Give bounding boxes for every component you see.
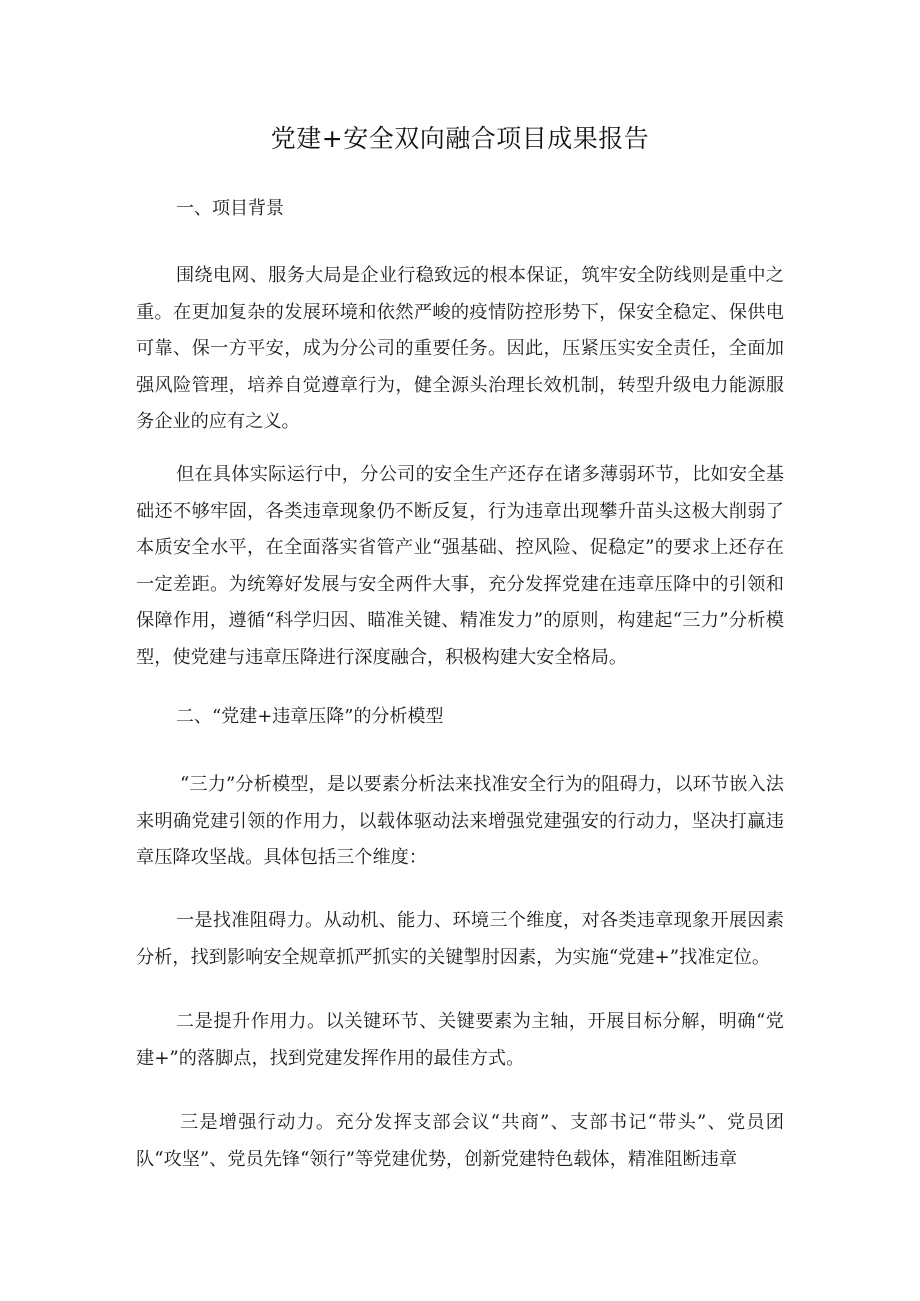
section-heading-analysis-model: 二、“党建+违章压降”的分析模型 bbox=[176, 706, 444, 727]
paragraph-dimension-1: 一是找准阻碍力。从动机、能力、环境三个维度，对各类违章现象开展因素分析，找到影响安全规章抓严抓实的关键掣肘因素，为实施“党建+”找准定位。 bbox=[136, 910, 784, 968]
page-title: 党建+安全双向融合项目成果报告 bbox=[270, 124, 650, 153]
paragraph-dimension-2: 二是提升作用力。以关键环节、关键要素为主轴，开展目标分解，明确“党建+”的落脚点，找到党建发挥作用的最佳方式。 bbox=[136, 1011, 784, 1069]
paragraph-three-forces-model: “三力”分析模型，是以要素分析法来找准安全行为的阻碍力，以环节嵌入法来明确党建引领的作用力，以载体驱动法来增强党建强安的行动力，坚决打赢违章压降攻坚战。具体包括三个维度： bbox=[136, 774, 784, 868]
section-heading-background: 一、项目背景 bbox=[176, 198, 284, 219]
paragraph-background-1: 围绕电网、服务大局是企业行稳致远的根本保证，筑牢安全防线则是重中之重。在更加复杂的发展环境和依然严峻的疫情防控形势下，保安全稳定、保供电可靠、保一方平安，成为分公司的重要任务。因此，压紧压实安全责任，全面加强风险管理，培养自觉遵章行为，健全源头治理长效机制，转型升级电力能源服务企业的应有之义。 bbox=[136, 265, 784, 432]
paragraph-dimension-3: 三是增强行动力。充分发挥支部会议“共商”、支部书记“带头”、党员团队“攻坚”、党员先锋“领行”等党建优势，创新党建特色载体，精准阻断违章 bbox=[136, 1112, 784, 1170]
paragraph-background-2: 但在具体实际运行中，分公司的安全生产还存在诸多薄弱环节，比如安全基础还不够牢固，各类违章现象仍不断反复，行为违章出现攀升苗头这极大削弱了本质安全水平，在全面落实省管产业“强基础、控风险、促稳定”的要求上还存在一定差距。为统筹好发展与安全两件大事，充分发挥党建在违章压降中的引领和保障作用，遵循“科学归因、瞄准关键、精准发力”的原则，构建起“三力”分析模型，使党建与违章压降进行深度融合，积极构建大安全格局。 bbox=[136, 464, 784, 668]
